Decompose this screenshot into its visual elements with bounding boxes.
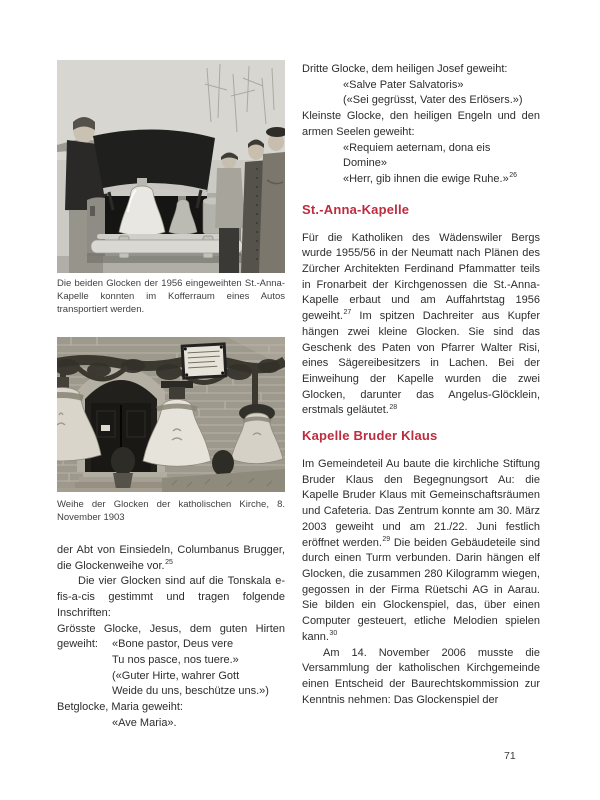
photo-church-bell-consecration-illustration: [57, 337, 285, 492]
page-number: 71: [504, 750, 516, 762]
paragraph-tonskala: Die vier Glocken sind auf die Tonskala e-fis-a-cis gestimmt und tragen folgende Inschriften:: [57, 575, 285, 619]
verse-line: [343, 172, 540, 188]
verse-line-text: «Herr, gib ihnen die ewige Ruhe.»: [343, 172, 509, 185]
paragraph-st-anna-kapelle: [302, 231, 540, 419]
photo2-caption: Weihe der Glocken der katholischen Kirche, 8. November 1903: [57, 499, 285, 523]
inscription-kleinste-glocke-verse: [343, 141, 540, 188]
inscription-kleinste-glocke-label: Kleinste Glocke, den heiligen Engeln und den armen Seelen geweiht:: [302, 110, 540, 138]
inscription-betglocke-verse: [112, 716, 285, 732]
verse-line: Weide du uns, beschütze uns.»): [112, 685, 269, 698]
left-column-text: [57, 543, 285, 731]
open-trunk-lid: [93, 129, 215, 192]
paragraph-kapelle-bruder-klaus: [302, 457, 540, 645]
footnote-marker-27: 27: [343, 309, 352, 317]
paragraph-abbot-text: der Abt von Einsiedeln, Columbanus Brugger, die Glockenweihe vor.: [57, 544, 285, 572]
photo-church-bell-consecration: [57, 337, 285, 492]
paragraph-text: Die beiden Gebäudeteile sind durch einen Turm verbunden. Darin hängen elf Glocken, die zusammen 280 Kilogramm wiegen, gegossen in der Firma Rüetschi AG in Aarau. Sie bilden ein Glockenspiel, das, über einen Computer gesteuert, etliche Melodien spielen kann.: [302, 536, 540, 643]
section-heading-st-anna-kapelle: St.-Anna-Kapelle: [302, 201, 410, 217]
photo-bells-in-car-trunk: [57, 60, 285, 273]
inscription-dritte-glocke-label: Dritte Glocke, dem heiligen Josef geweiht:: [302, 63, 508, 75]
footnote-marker-28: 28: [389, 403, 398, 411]
inscription-betglocke-label: Betglocke, Maria geweiht:: [57, 701, 183, 714]
verse-line: Tu nos pasce, nos tuere.»: [112, 653, 239, 666]
verse-line: «Bone pastor, Deus vere: [112, 638, 234, 651]
verse-line: («Sei gegrüsst, Vater des Erlösers.»): [343, 94, 523, 107]
plaque: [182, 344, 226, 378]
verse-line: («Guter Hirte, wahrer Gott: [112, 669, 240, 682]
photo-bells-in-car-trunk-illustration: [57, 60, 285, 273]
footnote-marker-25: 25: [165, 559, 173, 567]
paragraph-text: Für die Katholiken des Wädenswiler Bergs wurde 1955/56 in der Neumatt nach Plänen des Zürcher Architekten Ferdinand Pfammatter teils in Fronarbeit der Kirchgenossen die St.-Anna-Kapelle erbaut und am Auffahrtstag 1956 geweiht.: [302, 231, 540, 323]
footnote-marker-29: 29: [382, 535, 391, 543]
verse-line: «Ave Maria».: [112, 716, 177, 729]
right-column-text: [302, 62, 540, 708]
inscription-dritte-glocke-verse: [343, 78, 540, 109]
inscription-groesste-glocke-verse: [112, 637, 285, 700]
footnote-marker-30: 30: [329, 630, 338, 638]
verse-line: «Requiem aeternam, dona eis: [343, 141, 491, 154]
verse-line: Domine»: [343, 157, 388, 170]
paragraph-text: Im spitzen Dachreiter aus Kupfer hängen zwei kleine Glocken. Sie sind das Geschenk des Paten von Pfarrer Walter Risi, eines Sägereibesitzers in Lachen. Bei der Einweihung der Kapelle wurden die zwei Glocken, darunter das Angelus-Glöcklein, erstmals geläutet.: [302, 310, 540, 417]
inscription-groesste-glocke-label: Grösste Glocke, Jesus, dem guten Hirten geweiht:: [57, 622, 285, 651]
paragraph-abbot: [57, 543, 285, 574]
footnote-marker-26: 26: [509, 172, 518, 180]
paragraph-text: Im Gemeindeteil Au baute die kirchliche Stiftung Bruder Klaus den Begegnungsort Au: die Kapelle Bruder Klaus mit Gemeinschaftsräumen und Cafeteria. Das Zentrum konnte am 30. März 2003 geweiht und am 21./22. Juni festlich eröffnet werden.: [302, 458, 540, 549]
photo1-caption: Die beiden Glocken der 1956 eingeweihten St.-Anna-Kapelle konnten im Kofferraum eines Autos transportiert werden.: [57, 278, 285, 315]
paragraph-november-2006: Am 14. November 2006 musste die Versammlung der katholischen Kirchgemeinde einen Entscheid der Baurechtskommission zur Kenntnis nehmen: Das Glockenspiel der: [302, 646, 540, 706]
section-heading-kapelle-bruder-klaus: Kapelle Bruder Klaus: [302, 428, 438, 444]
verse-line: «Salve Pater Salvatoris»: [343, 78, 464, 91]
